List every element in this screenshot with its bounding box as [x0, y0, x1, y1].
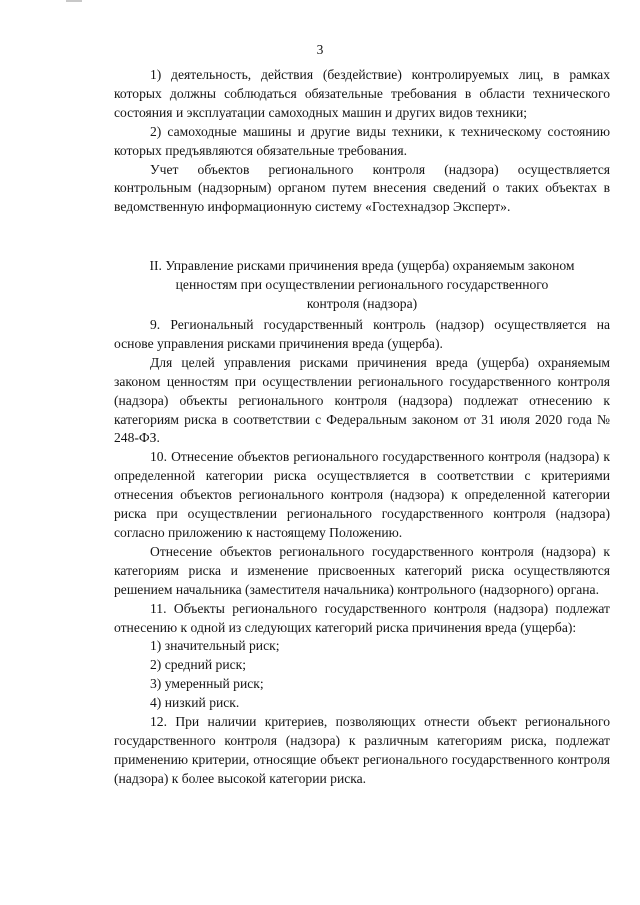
risk-category-item: 3) умеренный риск;	[150, 676, 264, 692]
section-heading-line-1: II. Управление рисками причинения вреда (ущерба) охраняемым законом	[149, 258, 575, 273]
text-block-top	[114, 66, 610, 217]
risk-category-item: 2) средний риск;	[150, 657, 247, 673]
paragraph-10: 10. Отнесение объектов регионального государственного контроля (надзора) к определенной категории риска осуществляется в соответствии с критериями отнесения объектов регионального контроля (надзора) к определенной категории риска при осуществлении регионального государственного контроля (надзора) согласно приложению к настоящему Положению.	[114, 449, 610, 540]
risk-category-item: 1) значительный риск;	[150, 638, 280, 654]
section-heading	[114, 257, 610, 314]
paragraph-11: 11. Объекты регионального государственного контроля (надзора) подлежат отнесению к одной из следующих категорий риска причинения вреда (ущерба):	[114, 600, 610, 635]
paragraph-item-1: 1) деятельность, действия (бездействие) контролируемых лиц, в рамках которых должны соблюдаться обязательные требования в области технического состояния и эксплуатации самоходных машин и других видов техники;	[114, 67, 610, 120]
paragraph-9: 9. Региональный государственный контроль (надзор) осуществляется на основе управления рисками причинения вреда (ущерба).	[114, 317, 610, 351]
section-heading-line-3: контроля (надзора)	[306, 295, 418, 311]
paragraph-category-decision: Отнесение объектов регионального государственного контроля (надзора) к категориям риска и изменение присвоенных категорий риска осуществляются решением начальника (заместителя начальника) контрольного (надзорного) органа.	[114, 543, 610, 597]
paragraph-accounting: Учет объектов регионального контроля (надзора) осуществляется контрольным (надзорным) органом путем внесения сведений о таких объектах в ведомственную информационную систему «Гостехнадзор Эксперт».	[114, 161, 610, 215]
risk-category-item: 4) низкий риск.	[150, 695, 240, 711]
scan-artifact-mark	[66, 0, 82, 2]
paragraph-risk-purpose: Для целей управления рисками причинения вреда (ущерба) охраняемым законом ценностям при осуществлении регионального государственного контроля (надзора) объекты регионального контроля (надзора) подлежат отнесению к категориям риска в соответствии с Федеральным законом от 31 июля 2020 года № 248-ФЗ.	[114, 354, 610, 446]
paragraph-item-2: 2) самоходные машины и другие виды техники, к техническому состоянию которых предъявляются обязательные требования.	[114, 123, 610, 158]
text-block-main	[114, 316, 610, 789]
section-heading-line-2: ценностям при осуществлении регионального государственного	[175, 276, 549, 292]
paragraph-12: 12. При наличии критериев, позволяющих отнести объект регионального государственного контроля (надзора) к различным категориям риска, подлежат применению критерии, относящие объект регионального государственного контроля (надзора) к более высокой категории риска.	[114, 714, 610, 786]
page-number: 3	[316, 42, 324, 57]
